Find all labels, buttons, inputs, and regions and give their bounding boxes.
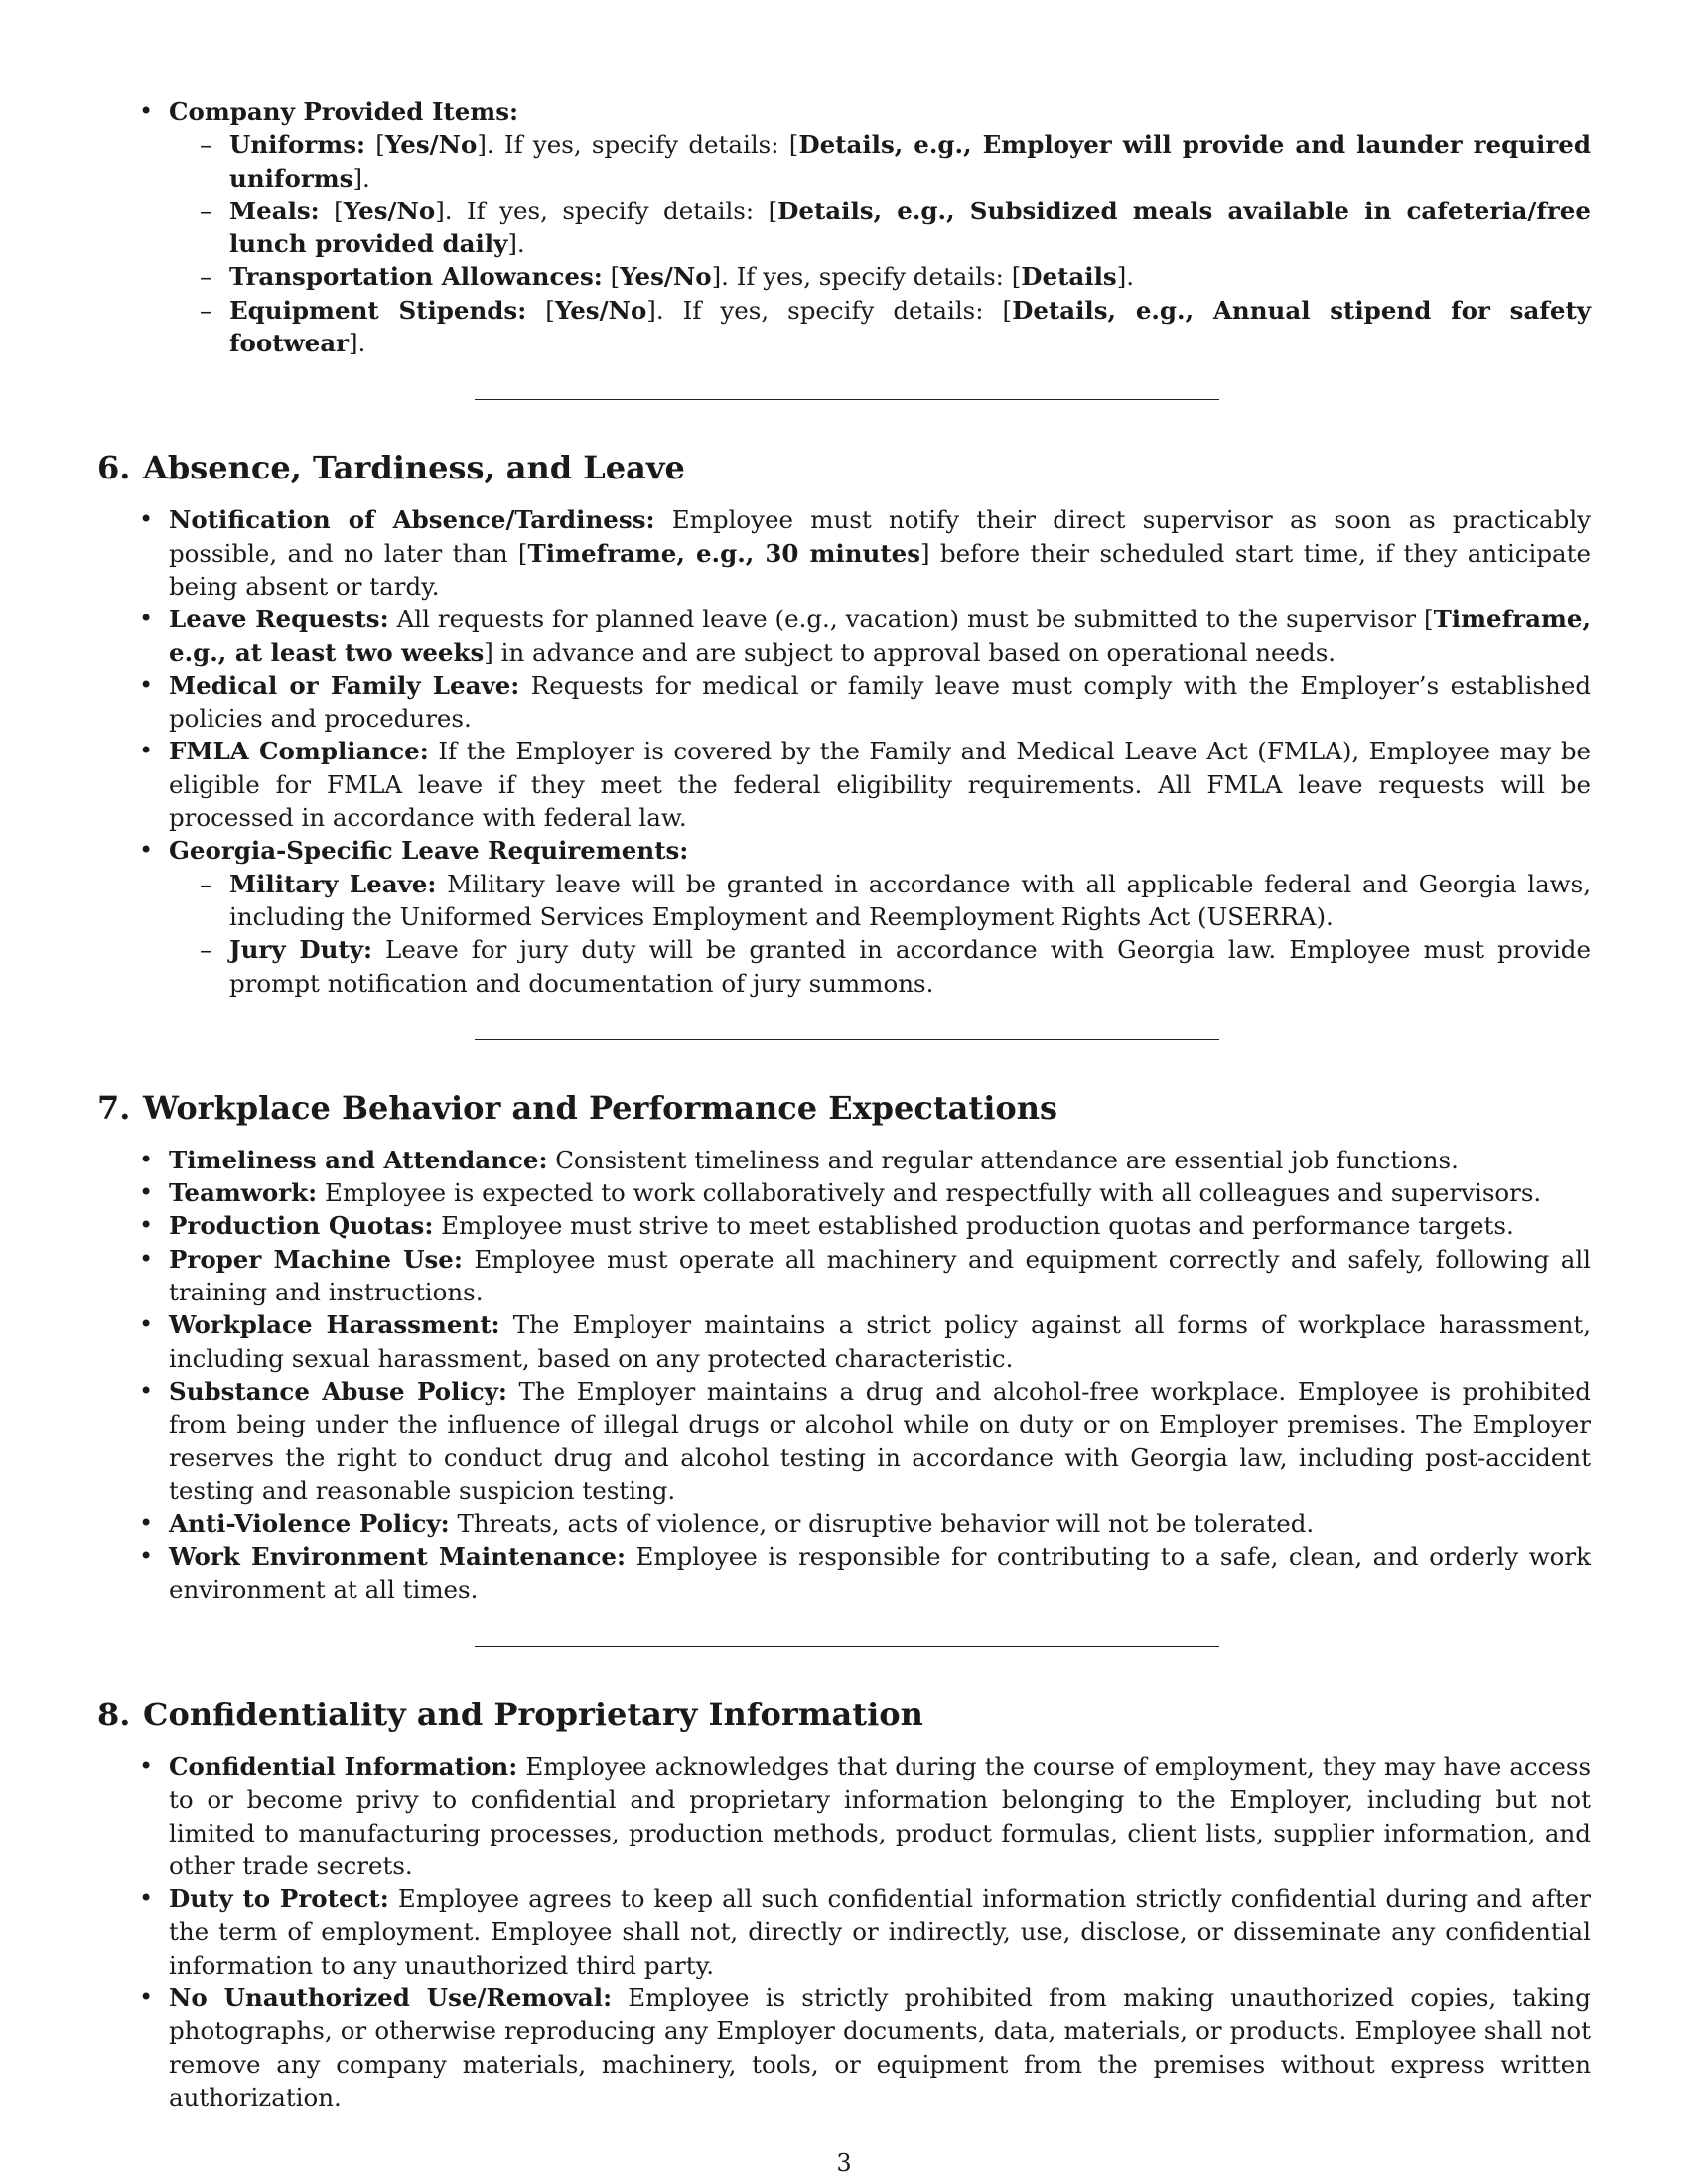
section-number: 6. [97,449,131,487]
item-text: Employee must operate all machinery and equipment correctly and safely, following all training and instructions. [169,1244,1592,1307]
item-label: Work Environment Maintenance: [169,1542,626,1571]
item-label: Teamwork: [169,1178,318,1208]
item-text: Employee is responsible for contributing to a safe, clean, and orderly work environment at all times. [169,1542,1591,1604]
item-text: Consistent timeliness and regular attendance are essential job functions. [547,1145,1459,1174]
item-text: ]. If yes, specify details: [ [477,130,799,160]
list-item-jury-duty [229,933,1591,1000]
list-item [169,1507,1591,1540]
item-label: Military Leave: [229,869,437,898]
item-detail: Details, e.g., Subsidized meals available in cafeteria/free lunch provided daily [229,196,1591,259]
item-text: ]. [349,329,366,358]
item-detail: Details, e.g., Employer will provide and launder required uniforms [229,130,1591,193]
section-title: Absence, Tardiness, and Leave [143,449,685,487]
item-option: Yes/No [384,130,478,160]
item-option: Yes/No [620,262,712,292]
list-item-uniforms [229,128,1591,195]
list-item-transportation [229,260,1591,293]
item-label: Jury Duty: [229,935,372,965]
section-7-heading [97,1088,1591,1128]
company-items-sublist [169,128,1591,359]
item-detail: Details, e.g., Annual stipend for safety footwear [229,295,1591,358]
section-divider [475,1646,1219,1647]
item-text: ]. If yes, specify details: [ [711,262,1022,292]
item-text: If the Employer is covered by the Family and Medical Leave Act (FMLA), Employee may be eligible for FMLA leave if they meet the federal eligibility requirements. All FMLA leave requests will be processed in accordance with federal law. [169,737,1591,833]
item-label: Proper Machine Use: [169,1244,463,1274]
item-text: [ [602,262,621,292]
list-item-medical-family-leave [169,669,1591,736]
item-text: Employee acknowledges that during the course of employment, they may have access to or become privy to confidential and proprietary information belonging to the Employer, including but not limited to manufacturing processes, production methods, product formulas, client lists, supplier information, and other trade secrets. [169,1751,1592,1880]
section-8-heading [97,1695,1591,1734]
item-label: Anti-Violence Policy: [169,1509,450,1539]
item-text: ] in advance and are subject to approval based on operational needs. [484,637,1336,667]
list-item [169,1375,1591,1507]
section-divider [475,1039,1219,1040]
section-title: Confidentiality and Proprietary Information [143,1695,923,1733]
list-item [169,1540,1591,1606]
list-item [169,1243,1591,1309]
item-label: Transportation Allowances: [229,262,603,292]
section-6-list [97,503,1591,999]
item-text: Employee must notify their direct supervisor as soon as practicably possible, and no later than [ [169,505,1591,568]
item-text: ]. [1116,262,1135,292]
item-text: The Employer maintains a drug and alcohol-free workplace. Employee is prohibited from being under the influence of illegal drugs or alcohol while on duty or on Employer premises. The Employer reserves the right to conduct drug and alcohol testing in accordance with Georgia law, including post-accident testing and reasonable suspicion testing. [169,1376,1591,1505]
list-item-fmla [169,735,1591,834]
list-item-georgia-leave [169,834,1591,999]
section-divider [475,399,1219,400]
item-text: Employee agrees to keep all such confidential information strictly confidential during and after the term of employment. Employee shall not, directly or indirectly, use, disclose, or disseminate any confidential information to any unauthorized third party. [169,1884,1592,1979]
item-text: ]. [507,229,525,259]
item-text: ] before their scheduled start time, if they anticipate being absent or tardy. [169,538,1591,601]
item-text: Employee must strive to meet established production quotas and performance targets. [433,1211,1514,1241]
item-label: Georgia-Specific Leave Requirements: [169,836,689,866]
item-text: [ [319,196,344,225]
list-item-equipment-stipends [229,294,1591,360]
page-content [97,95,1591,2114]
item-text: ]. If yes, specify details: [ [646,295,1013,325]
company-items-list [97,95,1591,359]
item-text: All requests for planned leave (e.g., vacation) must be submitted to the supervisor [ [388,605,1434,634]
item-label: Substance Abuse Policy: [169,1376,507,1406]
item-text: Military leave will be granted in accordance with all applicable federal and Georgia laws, including the Uniformed Services Employment and Reemployment Rights Act (USERRA). [229,869,1592,931]
list-item [169,1882,1591,1981]
list-item-notification [169,503,1591,603]
section-8-list [97,1750,1591,2114]
item-label: Leave Requests: [169,605,389,634]
item-label: Equipment Stipends: [229,295,527,325]
company-items-heading: Company Provided Items: [169,97,519,126]
section-title: Workplace Behavior and Performance Expectations [143,1088,1057,1127]
list-item [169,1176,1591,1209]
item-text: Leave for jury duty will be granted in accordance with Georgia law. Employee must provide prompt notification and documentation of jury summons. [229,935,1591,998]
list-item-leave-requests [169,603,1591,669]
list-item [169,1209,1591,1242]
item-label: Confidential Information: [169,1751,518,1781]
section-number: 8. [97,1695,131,1733]
item-text: Employee is strictly prohibited from making unauthorized copies, taking photographs, or otherwise reproducing any Employer documents, data, materials, or products. Employee shall not remove any company materials, machinery, tools, or equipment from the premises without express written authorization. [169,1983,1591,2112]
item-label: No Unauthorized Use/Removal: [169,1983,613,2013]
section-6-heading [97,448,1591,487]
item-text: [ [526,295,555,325]
item-label: Medical or Family Leave: [169,670,520,700]
item-option: Yes/No [343,196,436,225]
list-item [169,1308,1591,1375]
item-text: Employee is expected to work collaboratively and respectfully with all colleagues and supervisors. [317,1178,1542,1208]
list-item-military-leave [229,868,1591,934]
item-text: The Employer maintains a strict policy against all forms of workplace harassment, including sexual harassment, based on any protected characteristic. [169,1310,1592,1373]
item-label: Meals: [229,196,320,225]
company-items-entry [169,95,1591,359]
section-number: 7. [97,1088,131,1127]
item-label: Production Quotas: [169,1211,434,1241]
item-option: Yes/No [554,295,647,325]
item-detail: Details [1021,262,1117,292]
item-label: Uniforms: [229,130,366,160]
section-7-list [97,1144,1591,1606]
list-item-meals [229,195,1591,261]
item-placeholder: Timeframe, e.g., 30 minutes [527,538,921,568]
georgia-leave-sublist [169,868,1591,1000]
item-text: ]. If yes, specify details: [ [435,196,778,225]
item-label: FMLA Compliance: [169,737,429,766]
item-text: Requests for medical or family leave must comply with the Employer’s established policies and procedures. [169,670,1592,734]
page-number: 3 [836,2149,852,2177]
item-placeholder: Timeframe, e.g., at least two weeks [169,605,1591,667]
item-label: Timeliness and Attendance: [169,1145,548,1174]
item-text: [ [365,130,385,160]
item-label: Duty to Protect: [169,1884,389,1914]
item-label: Notification of Absence/Tardiness: [169,505,655,535]
list-item [169,1981,1591,2114]
item-text: ]. [352,163,370,193]
list-item [169,1144,1591,1176]
item-label: Workplace Harassment: [169,1310,500,1340]
item-text: Threats, acts of violence, or disruptive behavior will not be tolerated. [449,1509,1315,1539]
list-item [169,1750,1591,1882]
